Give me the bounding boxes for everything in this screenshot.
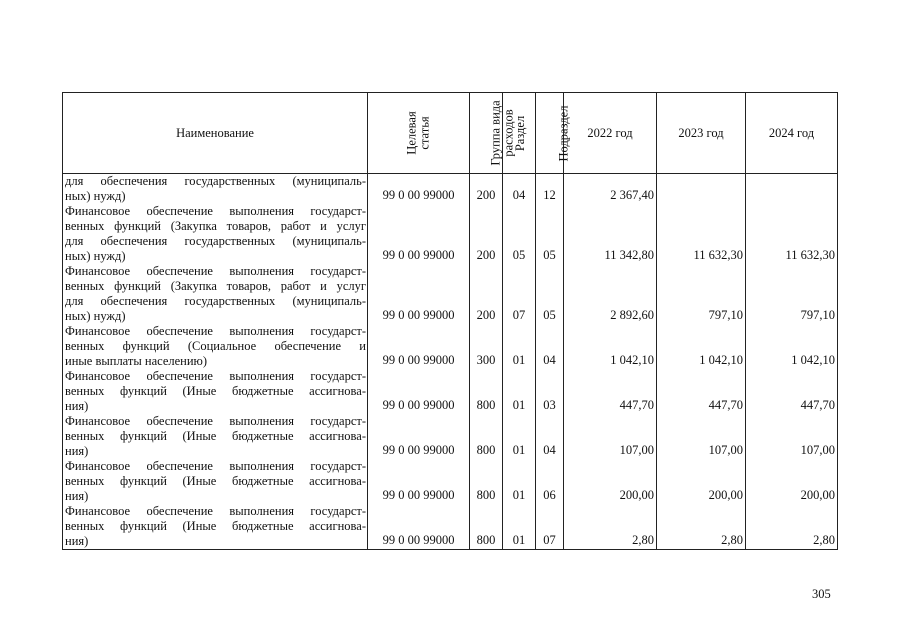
col-header-2022-text: 2022 год: [587, 125, 633, 140]
row-name-line: для обеспечения государственных (муниципаль-: [65, 234, 366, 248]
row-name-line: Финансовое обеспечение выполнения государст-: [65, 369, 366, 383]
section-cell: 01: [503, 324, 536, 369]
amount-2022-cell: 2 892,60: [564, 264, 657, 324]
row-name-line: венных функций (Иные бюджетные ассигнова-: [65, 429, 366, 443]
amount-2023-cell: 107,00: [657, 414, 746, 459]
table-row: [63, 264, 838, 324]
table-row: [63, 369, 838, 414]
row-name-line: ных) нужд): [65, 249, 126, 263]
amount-2022-cell: 1 042,10: [564, 324, 657, 369]
section-cell: 05: [503, 204, 536, 264]
expense-group-cell: 200: [470, 264, 503, 324]
expense-group-cell: 300: [470, 324, 503, 369]
row-name-line: для обеспечения государственных (муниципаль-: [65, 174, 366, 188]
row-name-cell: [63, 414, 368, 459]
expense-group-cell: 800: [470, 459, 503, 504]
budget-table: [62, 92, 838, 550]
row-name-line: венных функций (Иные бюджетные ассигнова-: [65, 519, 366, 533]
target-article-cell: 99 0 00 99000: [368, 504, 470, 550]
target-article-cell: 99 0 00 99000: [368, 204, 470, 264]
amount-2024-cell: [746, 174, 838, 205]
amount-2023-cell: 11 632,30: [657, 204, 746, 264]
expense-group-cell: 800: [470, 369, 503, 414]
amount-2024-cell: 797,10: [746, 264, 838, 324]
target-article-cell: 99 0 00 99000: [368, 174, 470, 205]
row-name-line: Финансовое обеспечение выполнения государст-: [65, 504, 366, 518]
col-header-group: [470, 93, 516, 174]
row-name-line: ния): [65, 444, 89, 458]
target-article-cell: 99 0 00 99000: [368, 324, 470, 369]
col-header-target: [368, 93, 470, 174]
subsection-cell: 04: [536, 324, 564, 369]
subsection-cell: 06: [536, 459, 564, 504]
amount-2023-cell: 200,00: [657, 459, 746, 504]
target-article-cell: 99 0 00 99000: [368, 369, 470, 414]
row-name-line: венных функций (Закупка товаров, работ и услуг: [65, 219, 366, 233]
section-cell: 01: [503, 369, 536, 414]
amount-2024-cell: 2,80: [746, 504, 838, 550]
row-name-line: иные выплаты населению): [65, 354, 208, 368]
subsection-cell: 05: [536, 204, 564, 264]
col-header-2022: [564, 93, 657, 174]
row-name-cell: [63, 459, 368, 504]
row-name-line: Финансовое обеспечение выполнения государст-: [65, 324, 366, 338]
amount-2022-cell: 200,00: [564, 459, 657, 504]
row-name-line: Финансовое обеспечение выполнения государст-: [65, 414, 366, 428]
row-name-line: ных) нужд): [65, 309, 126, 323]
row-name-line: венных функций (Социальное обеспечение и: [65, 339, 366, 353]
col-header-group-line1: Группа вида: [488, 99, 503, 166]
section-cell: 01: [503, 459, 536, 504]
col-header-group-text: [490, 100, 516, 165]
amount-2022-cell: 447,70: [564, 369, 657, 414]
section-cell: 07: [503, 264, 536, 324]
amount-2023-cell: 2,80: [657, 504, 746, 550]
amount-2024-cell: 447,70: [746, 369, 838, 414]
row-name-line: Финансовое обеспечение выполнения государст-: [65, 459, 366, 473]
target-article-cell: 99 0 00 99000: [368, 414, 470, 459]
table-row: [63, 204, 838, 264]
row-name-cell: [63, 264, 368, 324]
subsection-cell: 12: [536, 174, 564, 205]
table-row: [63, 459, 838, 504]
subsection-cell: 05: [536, 264, 564, 324]
col-header-target-text: [406, 111, 432, 154]
col-header-2023-text: 2023 год: [678, 125, 724, 140]
row-name-line: венных функций (Иные бюджетные ассигнова-: [65, 384, 366, 398]
expense-group-cell: 200: [470, 174, 503, 205]
section-cell: 01: [503, 504, 536, 550]
col-header-name-text: Наименование: [176, 125, 254, 140]
row-name-cell: [63, 504, 368, 550]
row-name-line: венных функций (Иные бюджетные ассигнова-: [65, 474, 366, 488]
subsection-cell: 07: [536, 504, 564, 550]
row-name-line: ных) нужд): [65, 189, 126, 203]
row-name-cell: [63, 369, 368, 414]
amount-2024-cell: 107,00: [746, 414, 838, 459]
row-name-cell: [63, 174, 368, 205]
row-name-line: ния): [65, 534, 89, 548]
subsection-cell: 04: [536, 414, 564, 459]
page-number: 305: [812, 587, 831, 601]
row-name-cell: [63, 204, 368, 264]
row-name-line: для обеспечения государственных (муниципаль-: [65, 294, 366, 308]
col-header-target-line1: Целевая: [404, 110, 419, 155]
amount-2023-cell: 797,10: [657, 264, 746, 324]
row-name-line: венных функций (Закупка товаров, работ и услуг: [65, 279, 366, 293]
section-cell: 01: [503, 414, 536, 459]
amount-2022-cell: 11 342,80: [564, 204, 657, 264]
row-name-line: Финансовое обеспечение выполнения государст-: [65, 204, 366, 218]
col-header-2024-text: 2024 год: [768, 125, 815, 140]
col-header-subsection-text: Подраздел: [556, 105, 571, 161]
table-body: [63, 174, 838, 550]
table-row: [63, 414, 838, 459]
table-row: [63, 504, 838, 550]
amount-2022-cell: 2,80: [564, 504, 657, 550]
amount-2024-cell: 1 042,10: [746, 324, 838, 369]
amount-2024-cell: 200,00: [746, 459, 838, 504]
row-name-cell: [63, 324, 368, 369]
amount-2024-cell: 11 632,30: [746, 204, 838, 264]
amount-2023-cell: 447,70: [657, 369, 746, 414]
amount-2023-cell: 1 042,10: [657, 324, 746, 369]
col-header-subsection: [536, 93, 571, 174]
section-cell: 04: [503, 174, 536, 205]
amount-2022-cell: 2 367,40: [564, 174, 657, 205]
amount-2023-cell: [657, 174, 746, 205]
col-header-name: [63, 93, 368, 174]
header-row: [63, 93, 838, 174]
row-name-line: ния): [65, 489, 89, 503]
amount-2022-cell: 107,00: [564, 414, 657, 459]
col-header-2024: [746, 93, 838, 174]
expense-group-cell: 800: [470, 414, 503, 459]
target-article-cell: 99 0 00 99000: [368, 264, 470, 324]
col-header-group-line2: расходов: [501, 108, 516, 157]
col-header-2023: [657, 93, 746, 174]
col-header-section-text: Раздел: [513, 115, 528, 151]
row-name-line: Финансовое обеспечение выполнения государст-: [65, 264, 366, 278]
expense-group-cell: 200: [470, 204, 503, 264]
col-header-target-line2: статья: [417, 115, 432, 150]
expense-group-cell: 800: [470, 504, 503, 550]
target-article-cell: 99 0 00 99000: [368, 459, 470, 504]
row-name-line: ния): [65, 399, 89, 413]
subsection-cell: 03: [536, 369, 564, 414]
table-row: [63, 174, 838, 205]
table-row: [63, 324, 838, 369]
